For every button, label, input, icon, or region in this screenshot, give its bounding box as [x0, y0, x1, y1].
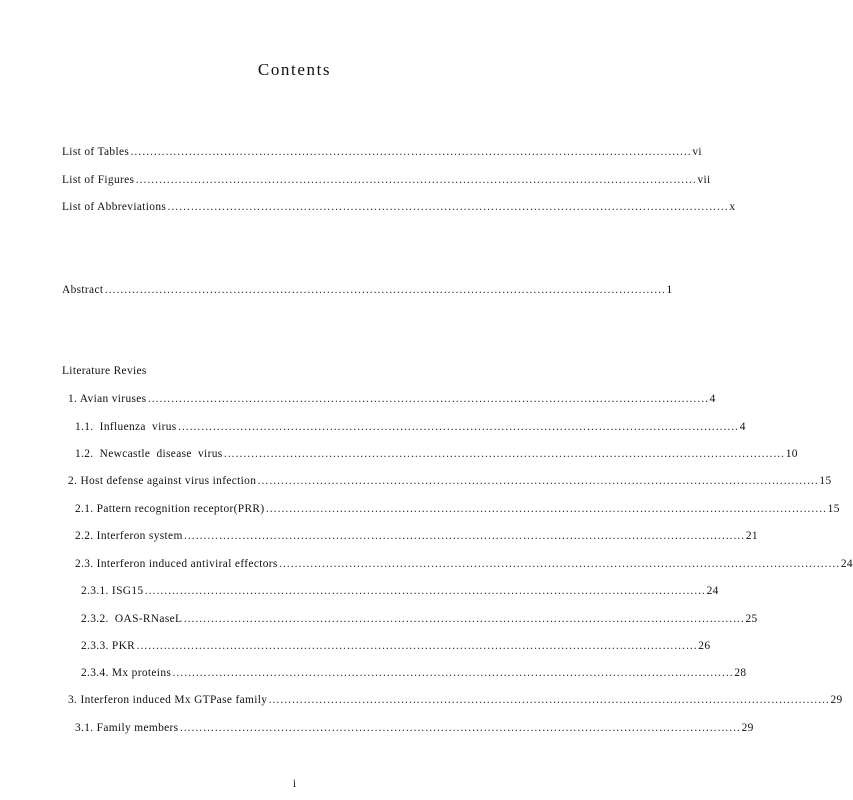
- toc-entry[interactable]: [75, 446, 798, 462]
- toc-entry-page: 24: [840, 558, 853, 570]
- toc-entry-page: vii: [697, 174, 711, 186]
- toc-entry-label: 3. Interferon induced Mx GTPase family: [68, 694, 268, 706]
- toc-entry-page: 4: [739, 421, 746, 433]
- toc-entry-page: 21: [745, 530, 758, 542]
- toc-entry[interactable]: [68, 692, 843, 708]
- toc-entry-page: 10: [785, 448, 798, 460]
- dot-leader: ………………………………………………………………………………………………………………………………: [167, 201, 729, 213]
- toc-entry[interactable]: [81, 665, 747, 681]
- toc-entry-list-of-abbreviations[interactable]: [62, 199, 736, 215]
- dot-leader: ………………………………………………………………………………………………………………………………: [177, 421, 739, 433]
- toc-entry-label: List of Figures: [62, 174, 135, 186]
- toc-entry-label: List of Abbreviations: [62, 201, 167, 213]
- toc-entry-page: 25: [745, 613, 758, 625]
- toc-entry[interactable]: [81, 611, 758, 627]
- toc-entry[interactable]: [68, 473, 832, 489]
- toc-entry-page: x: [729, 201, 736, 213]
- toc-entry[interactable]: [75, 419, 746, 435]
- dot-leader: ………………………………………………………………………………………………………………………………: [136, 640, 698, 652]
- toc-entry-label: 3.1. Family members: [75, 722, 179, 734]
- toc-entry-page: 1: [666, 284, 673, 296]
- dot-leader: ………………………………………………………………………………………………………………………………: [265, 503, 827, 515]
- page-number: i: [292, 778, 297, 790]
- toc-entry-label: Abstract: [62, 284, 104, 296]
- toc-entry[interactable]: [75, 528, 758, 544]
- dot-leader: ………………………………………………………………………………………………………………………………: [135, 174, 697, 186]
- toc-entry-label: 2.2. Interferon system: [75, 530, 183, 542]
- toc-entry-label: 2.3.2. OAS-RNaseL: [81, 613, 183, 625]
- toc-entry-page: 15: [827, 503, 840, 515]
- dot-leader: ………………………………………………………………………………………………………………………………: [144, 585, 706, 597]
- page-title: Contents: [257, 60, 332, 79]
- toc-entry-label: 2.3.1. ISG15: [81, 585, 144, 597]
- toc-entry[interactable]: [81, 583, 719, 599]
- toc-entry-label: 1.2. Newcastle disease virus: [75, 448, 223, 460]
- toc-entry-label: 2.3.4. Mx proteins: [81, 667, 172, 679]
- toc-entry[interactable]: [75, 720, 754, 736]
- toc-entry-abstract[interactable]: [62, 282, 673, 298]
- toc-entry-page: 15: [819, 475, 832, 487]
- dot-leader: ………………………………………………………………………………………………………………………………: [278, 558, 840, 570]
- toc-entry[interactable]: [68, 391, 716, 407]
- toc-entry-page: 4: [709, 393, 716, 405]
- toc-entry-label: List of Tables: [62, 146, 130, 158]
- toc-entry-list-of-tables[interactable]: [62, 144, 702, 160]
- dot-leader: ………………………………………………………………………………………………………………………………: [130, 146, 692, 158]
- dot-leader: ………………………………………………………………………………………………………………………………: [223, 448, 785, 460]
- dot-leader: ………………………………………………………………………………………………………………………………: [147, 393, 709, 405]
- dot-leader: ………………………………………………………………………………………………………………………………: [257, 475, 819, 487]
- toc-entry-label: 2.3.3. PKR: [81, 640, 136, 652]
- toc-entry[interactable]: [75, 556, 853, 572]
- toc-entry[interactable]: [75, 501, 840, 517]
- toc-entry-page: 28: [734, 667, 747, 679]
- toc-entry-label: 2. Host defense against virus infection: [68, 475, 257, 487]
- toc-entry-list-of-figures[interactable]: [62, 172, 711, 188]
- dot-leader: ………………………………………………………………………………………………………………………………: [104, 284, 666, 296]
- toc-entry-page: vi: [692, 146, 702, 158]
- toc-entry-page: 24: [706, 585, 719, 597]
- toc-entry-label: 2.3. Interferon induced antiviral effectors: [75, 558, 278, 570]
- toc-entry-label: 1.1. Influenza virus: [75, 421, 177, 433]
- toc-entry[interactable]: [81, 638, 711, 654]
- toc-entry-page: 29: [830, 694, 843, 706]
- dot-leader: ………………………………………………………………………………………………………………………………: [183, 530, 745, 542]
- section-heading-literature-review: Literature Revies: [62, 365, 147, 377]
- dot-leader: ………………………………………………………………………………………………………………………………: [179, 722, 741, 734]
- toc-entry-page: 29: [741, 722, 754, 734]
- dot-leader: ………………………………………………………………………………………………………………………………: [268, 694, 830, 706]
- dot-leader: ………………………………………………………………………………………………………………………………: [172, 667, 734, 679]
- toc-entry-page: 26: [698, 640, 711, 652]
- dot-leader: ………………………………………………………………………………………………………………………………: [183, 613, 745, 625]
- toc-entry-label: 1. Avian viruses: [68, 393, 147, 405]
- toc-entry-label: 2.1. Pattern recognition receptor(PRR): [75, 503, 265, 515]
